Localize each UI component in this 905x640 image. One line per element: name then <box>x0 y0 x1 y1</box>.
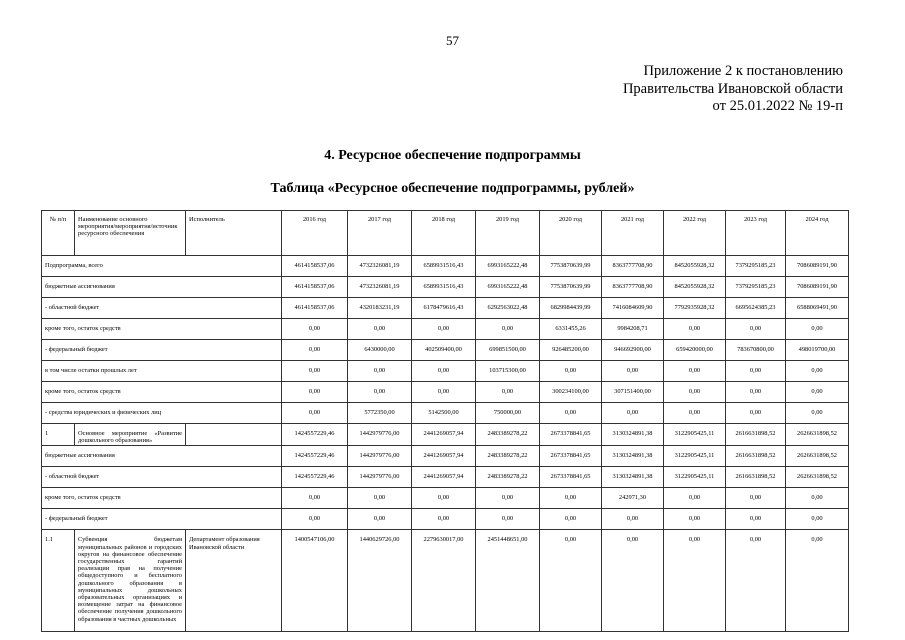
row-value: 4732326081,19 <box>348 256 412 277</box>
row-value: 6292563022,48 <box>476 298 540 319</box>
row-value: 4614158537,06 <box>282 277 348 298</box>
section-title: 4. Ресурсное обеспечение подпрограммы <box>324 148 581 163</box>
row-value: 2673378841,65 <box>540 446 602 467</box>
table-row <box>42 319 849 340</box>
row-value: 0,00 <box>282 509 348 530</box>
row-label: Субвенция бюджетам муниципальных районов и городских округов на финансовое обеспечение государственных гарантий реализации прав на получение общедоступного и бесплатного дошкольного образования в муниципальных дошкольных образовательных организациях и возмещение затрат на финансовое обеспечение получения дошкольного образования в частных дошкольных <box>75 530 186 632</box>
row-value: 0,00 <box>664 319 726 340</box>
row-value: 0,00 <box>726 530 786 632</box>
row-value: 0,00 <box>786 361 849 382</box>
appendix-line-2: Правительства Ивановской области <box>622 80 843 97</box>
row-value: 6589931516,43 <box>412 256 476 277</box>
row-value: 0,00 <box>664 488 726 509</box>
row-value: 1424557229,46 <box>282 467 348 488</box>
row-value: 242971,30 <box>602 488 664 509</box>
row-value: 2673378841,65 <box>540 467 602 488</box>
row-value: 8452055928,32 <box>664 256 726 277</box>
row-label: бюджетные ассигнования <box>42 277 282 298</box>
row-executor <box>186 424 282 446</box>
row-value: 9984208,71 <box>602 319 664 340</box>
row-value: 6589931516,43 <box>412 277 476 298</box>
row-value: 7753870639,99 <box>540 256 602 277</box>
row-value: 0,00 <box>664 509 726 530</box>
row-value: 7379295185,23 <box>726 277 786 298</box>
row-value: 2626631898,52 <box>786 446 849 467</box>
row-value: 2483389278,22 <box>476 424 540 446</box>
row-value: 0,00 <box>726 319 786 340</box>
row-value: 926485200,00 <box>540 340 602 361</box>
appendix-line-3: от 25.01.2022 № 19-п <box>712 98 843 114</box>
row-value: 2441269057,94 <box>412 424 476 446</box>
row-value: 8363777708,90 <box>602 256 664 277</box>
row-value: 6993165222,48 <box>476 256 540 277</box>
row-value: 6993165222,48 <box>476 277 540 298</box>
header-year-2023: 2023 год <box>726 211 786 256</box>
row-value: 7086089191,90 <box>786 256 849 277</box>
row-value: 2673378841,65 <box>540 424 602 446</box>
row-value: 0,00 <box>412 319 476 340</box>
row-value: 0,00 <box>664 403 726 424</box>
row-value: 0,00 <box>664 530 726 632</box>
row-label: в том числе остатки прошлых лет <box>42 361 282 382</box>
header-year-2018: 2018 год <box>412 211 476 256</box>
row-value: 0,00 <box>540 361 602 382</box>
header-year-2020: 2020 год <box>540 211 602 256</box>
row-value: 0,00 <box>412 509 476 530</box>
row-value: 0,00 <box>282 361 348 382</box>
header-year-2024: 2024 год <box>786 211 849 256</box>
row-value: 6178479616,43 <box>412 298 476 319</box>
row-value: 2616631898,52 <box>726 446 786 467</box>
row-value: 0,00 <box>476 488 540 509</box>
row-value: 750000,00 <box>476 403 540 424</box>
row-label: - средства юридических и физических лиц <box>42 403 282 424</box>
row-value: 8452055928,32 <box>664 277 726 298</box>
row-value: 783670800,00 <box>726 340 786 361</box>
row-value: 0,00 <box>348 319 412 340</box>
row-value: 0,00 <box>282 382 348 403</box>
header-year-2017: 2017 год <box>348 211 412 256</box>
table-row <box>42 509 849 530</box>
row-value: 0,00 <box>348 488 412 509</box>
row-value: 0,00 <box>664 361 726 382</box>
row-value: 0,00 <box>476 509 540 530</box>
row-number: 1.1 <box>42 530 75 632</box>
row-value: 0,00 <box>282 488 348 509</box>
appendix-line-1: Приложение 2 к постановлению <box>643 63 843 79</box>
header-year-2019: 2019 год <box>476 211 540 256</box>
row-value: 0,00 <box>602 509 664 530</box>
row-value: 0,00 <box>664 382 726 403</box>
table-row <box>42 488 849 509</box>
row-value: 699851500,00 <box>476 340 540 361</box>
row-value: 4614158537,06 <box>282 298 348 319</box>
row-value: 0,00 <box>282 403 348 424</box>
table-row <box>42 424 849 446</box>
table-header-row <box>42 211 849 256</box>
row-value: 0,00 <box>540 488 602 509</box>
row-label: - федеральный бюджет <box>42 509 282 530</box>
header-name: Наименование основного мероприятия/мероприятия/источник ресурсного обеспечения <box>75 211 186 256</box>
row-label: кроме того, остаток средств <box>42 319 282 340</box>
row-value: 5772350,00 <box>348 403 412 424</box>
row-executor: Департамент образования Ивановской области <box>186 530 282 632</box>
row-value: 0,00 <box>786 403 849 424</box>
row-value: 402509400,00 <box>412 340 476 361</box>
row-value: 0,00 <box>348 361 412 382</box>
row-label: - федеральный бюджет <box>42 340 282 361</box>
row-value: 0,00 <box>786 488 849 509</box>
row-value: 0,00 <box>726 488 786 509</box>
row-value: 0,00 <box>540 403 602 424</box>
page-number: 57 <box>446 33 459 48</box>
row-value: 0,00 <box>602 361 664 382</box>
row-value: 2441269057,94 <box>412 446 476 467</box>
row-label: кроме того, остаток средств <box>42 382 282 403</box>
row-label: - областной бюджет <box>42 467 282 488</box>
row-value: 2626631898,52 <box>786 467 849 488</box>
table-row <box>42 361 849 382</box>
resource-table <box>41 210 849 632</box>
row-value: 0,00 <box>540 530 602 632</box>
table-row <box>42 446 849 467</box>
appendix-header <box>623 63 843 116</box>
header-executor: Исполнитель <box>186 211 282 256</box>
table-row <box>42 298 849 319</box>
row-value: 1424557229,46 <box>282 424 348 446</box>
header-num: № п/п <box>42 211 75 256</box>
row-value: 0,00 <box>786 382 849 403</box>
row-value: 5142500,00 <box>412 403 476 424</box>
row-value: 6829984439,99 <box>540 298 602 319</box>
table-title: Таблица «Ресурсное обеспечение подпрограммы, рублей» <box>270 181 635 196</box>
table-row <box>42 467 849 488</box>
row-value: 2451448651,00 <box>476 530 540 632</box>
row-number: 1 <box>42 424 75 446</box>
row-value: 1442979776,00 <box>348 424 412 446</box>
row-value: 3130324891,38 <box>602 424 664 446</box>
row-value: 3122905425,11 <box>664 424 726 446</box>
row-value: 0,00 <box>282 340 348 361</box>
table-row <box>42 277 849 298</box>
row-value: 0,00 <box>476 382 540 403</box>
header-year-2022: 2022 год <box>664 211 726 256</box>
row-value: 0,00 <box>412 488 476 509</box>
row-value: 1424557229,46 <box>282 446 348 467</box>
header-year-2021: 2021 год <box>602 211 664 256</box>
row-value: 3130324891,38 <box>602 446 664 467</box>
row-value: 300234100,00 <box>540 382 602 403</box>
row-value: 0,00 <box>412 361 476 382</box>
row-label: Подпрограмма, всего <box>42 256 282 277</box>
row-value: 0,00 <box>786 319 849 340</box>
row-value: 1442979776,00 <box>348 467 412 488</box>
row-value: 1442979776,00 <box>348 446 412 467</box>
row-value: 1440629726,00 <box>348 530 412 632</box>
row-value: 6331455,26 <box>540 319 602 340</box>
table-row <box>42 530 849 632</box>
row-label: - областной бюджет <box>42 298 282 319</box>
row-value: 7416084609,90 <box>602 298 664 319</box>
row-value: 0,00 <box>726 403 786 424</box>
row-value: 4614158537,06 <box>282 256 348 277</box>
row-value: 0,00 <box>348 382 412 403</box>
row-value: 6588069491,90 <box>786 298 849 319</box>
row-value: 498019700,00 <box>786 340 849 361</box>
row-value: 0,00 <box>726 382 786 403</box>
row-value: 0,00 <box>540 509 602 530</box>
table-row <box>42 256 849 277</box>
row-value: 0,00 <box>726 361 786 382</box>
table-row <box>42 340 849 361</box>
row-value: 3122905425,11 <box>664 446 726 467</box>
header-year-2016: 2016 год <box>282 211 348 256</box>
row-value: 0,00 <box>348 509 412 530</box>
table-row <box>42 403 849 424</box>
row-value: 2441269057,94 <box>412 467 476 488</box>
row-label: кроме того, остаток средств <box>42 488 282 509</box>
row-value: 307151400,00 <box>602 382 664 403</box>
row-value: 7379295185,23 <box>726 256 786 277</box>
row-value: 0,00 <box>602 403 664 424</box>
row-label: Основное мероприятие «Развитие дошкольного образования» <box>75 424 186 446</box>
row-value: 4732326081,19 <box>348 277 412 298</box>
row-value: 2279630017,00 <box>412 530 476 632</box>
row-value: 2626631898,52 <box>786 424 849 446</box>
row-value: 2483389278,22 <box>476 446 540 467</box>
row-value: 6430000,00 <box>348 340 412 361</box>
row-value: 0,00 <box>282 319 348 340</box>
row-value: 103715300,00 <box>476 361 540 382</box>
row-value: 3122905425,11 <box>664 467 726 488</box>
row-value: 6695624385,23 <box>726 298 786 319</box>
row-value: 0,00 <box>412 382 476 403</box>
row-value: 7086089191,90 <box>786 277 849 298</box>
row-value: 8363777708,90 <box>602 277 664 298</box>
row-value: 1400547106,00 <box>282 530 348 632</box>
row-value: 2616631898,52 <box>726 424 786 446</box>
row-value: 3130324891,38 <box>602 467 664 488</box>
row-value: 0,00 <box>602 530 664 632</box>
row-value: 2616631898,52 <box>726 467 786 488</box>
row-value: 7792935928,32 <box>664 298 726 319</box>
table-row <box>42 382 849 403</box>
row-label: бюджетные ассигнования <box>42 446 282 467</box>
row-value: 2483389278,22 <box>476 467 540 488</box>
row-value: 0,00 <box>726 509 786 530</box>
row-value: 0,00 <box>476 319 540 340</box>
row-value: 0,00 <box>786 530 849 632</box>
row-value: 946692900,00 <box>602 340 664 361</box>
row-value: 7753870639,99 <box>540 277 602 298</box>
row-value: 4320183231,19 <box>348 298 412 319</box>
row-value: 659420000,00 <box>664 340 726 361</box>
row-value: 0,00 <box>786 509 849 530</box>
